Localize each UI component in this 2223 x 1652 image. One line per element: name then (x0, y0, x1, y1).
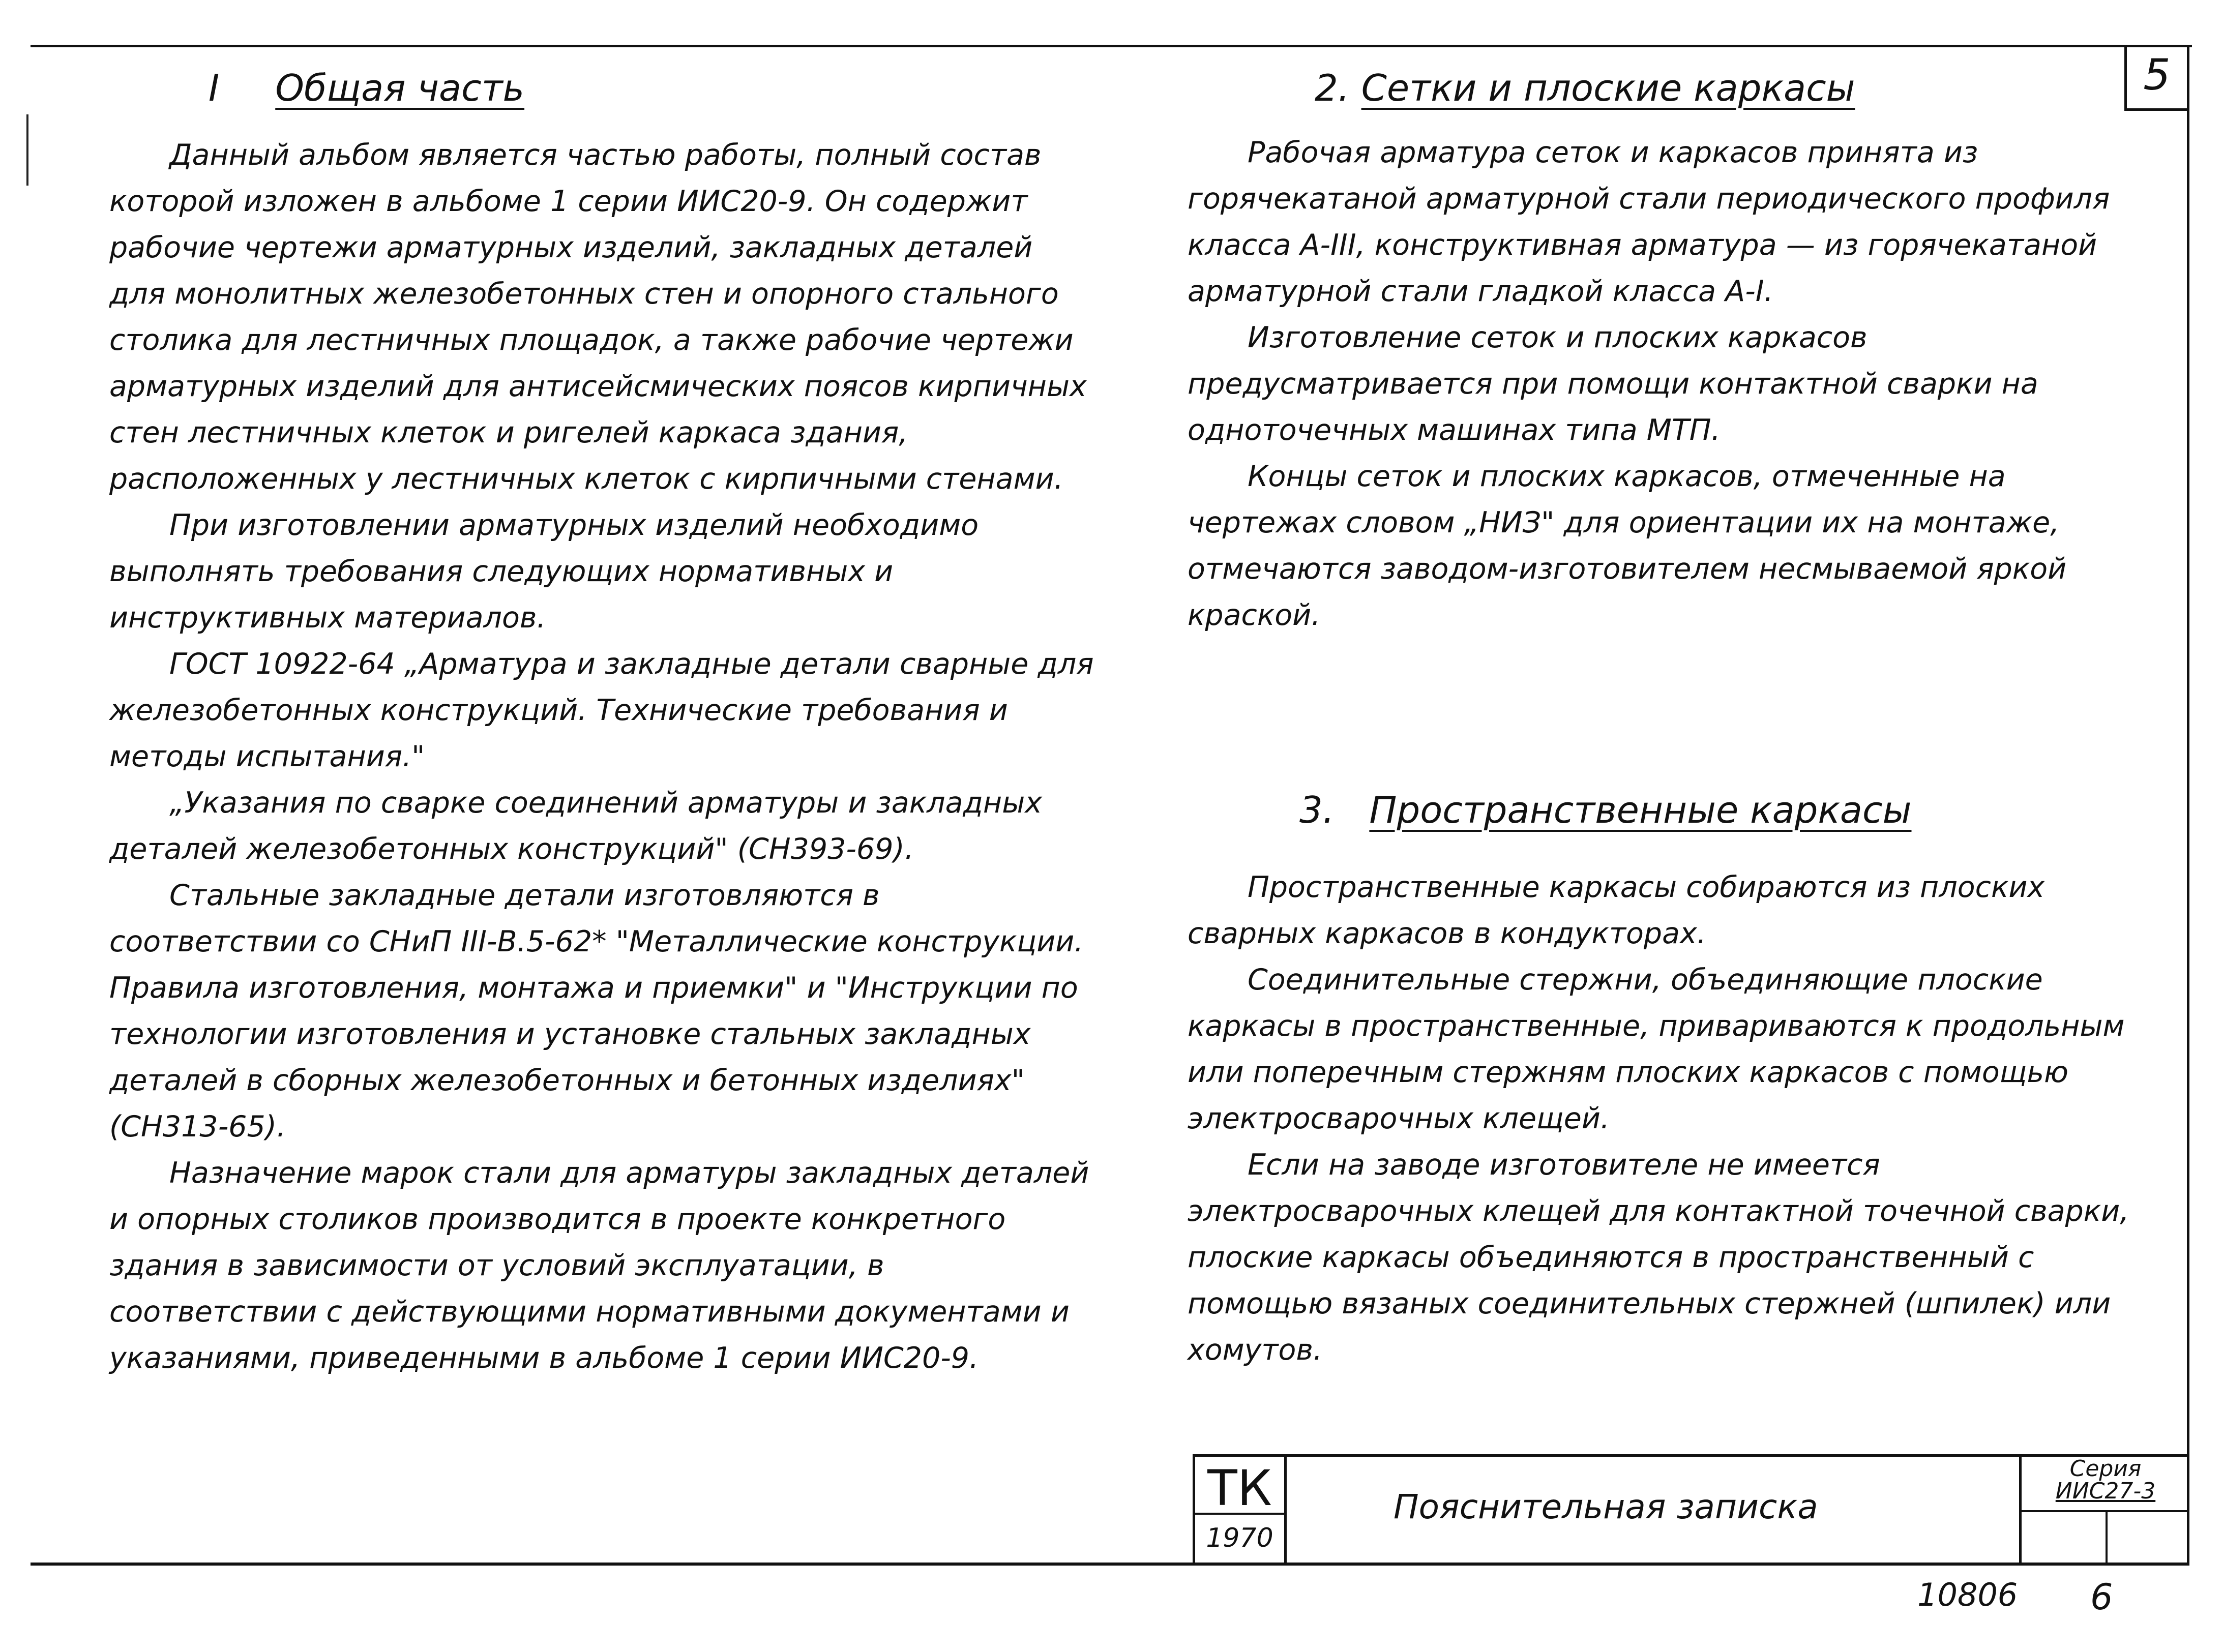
section-1-paragraph: „Указания по сварке соединений арматуры и закладных деталей железобетонных конструкций" (СН393-69). (109, 786, 1042, 866)
section-1-paragraph: Стальные закладные детали изготовляются в соответствии со СНиП III-В.5-62* "Металлические конструкции. Правила изготовления, монтажа и приемки" и "Инструкции по технологии изготовления и установке стальных закладных деталей в сборных железобетонных и бетонных изделиях" (СН313-65). (109, 879, 1084, 1144)
org-cell (1195, 1457, 1287, 1563)
frame-right-line (2187, 45, 2189, 1563)
org-cell-divider (1195, 1513, 1284, 1515)
section-1-paragraph: При изготовлении арматурных изделий необходимо выполнять требования следующих нормативных и инструктивных материалов. (109, 508, 979, 635)
section-2-paragraph: Рабочая арматура сеток и каркасов принята из горячекатаной арматурной стали периодического профиля класса А-III, конструктивная арматура — из горячекатаной арматурной стали гладкой класса А-I. (1188, 136, 2110, 308)
section-1-paragraph: ГОСТ 10922-64 „Арматура и закладные детали сварные для железобетонных конструкций. Технические требования и методы испытания." (109, 647, 1094, 773)
section-2-number: 2. (1315, 67, 1350, 109)
title-block (1193, 1454, 2187, 1563)
page-number: 5 (2143, 50, 2171, 100)
section-1-paragraph: Назначение марок стали для арматуры закладных деталей и опорных столиков производится в проекте конкретного здания в зависимости от условий эксплуатации, в соответствии с действующими нормативными документами и указаниями, приведенными в альбоме 1 серии ИИС20-9. (109, 1156, 1089, 1375)
section-1-body (109, 132, 1096, 1381)
series-code: ИИС27-3 (2055, 1478, 2156, 1504)
section-3-body (1188, 864, 2144, 1373)
section-3-paragraph: Пространственные каркасы собираются из плоских сварных каркасов в кондукторах. (1188, 870, 2045, 950)
section-3-paragraph: Если на заводе изготовителе не имеется электросварочных клещей для контактной точечной сварки, плоские каркасы объединяются в пространственный с помощью вязаных соединительных стержней (шпилек) или хомутов. (1188, 1148, 2129, 1367)
section-1-heading (209, 64, 524, 112)
section-2-title: Сетки и плоские каркасы (1361, 67, 1855, 109)
section-2-paragraph: Концы сеток и плоских каркасов, отмеченные на чертежах словом „НИЗ" для ориентации их на монтаже, отмечаются заводом-изготовителем несмываемой яркой краской. (1188, 460, 2067, 632)
section-3-heading (1299, 786, 1912, 834)
section-3-title: Пространственные каркасы (1369, 789, 1912, 831)
frame-top-line (31, 45, 2192, 47)
margin-mark (26, 114, 28, 186)
section-3-number: 3. (1299, 789, 1335, 831)
section-1-number: I (209, 67, 220, 109)
section-3-paragraph: Соединительные стержни, объединяющие плоские каркасы в пространственные, привариваются к продольным или поперечным стержням плоских каркасов с помощью электросварочных клещей. (1188, 963, 2125, 1135)
year: 1970 (1206, 1523, 1273, 1553)
section-2-heading (1315, 64, 1855, 112)
section-1-paragraph: Данный альбом является частью работы, полный состав которой изложен в альбоме 1 серии ИИС20-9. Он содержит рабочие чертежи арматурных изделий, закладных деталей для монолитных железобетонных стен и опорного стального столика для лестничных площадок, а также рабочие чертежи арматурных изделий для антисейсмических поясов кирпичных стен лестничных клеток и ригелей каркаса здания, расположенных у лестничных клеток с кирпичными стенами. (109, 138, 1087, 496)
page-number-box (2124, 45, 2187, 111)
section-2-body (1188, 130, 2144, 639)
sheet-number: 6 (2090, 1576, 2113, 1618)
section-1-title: Общая часть (275, 67, 525, 109)
org-code: ТК (1207, 1460, 1272, 1517)
series-cell (2019, 1457, 2187, 1563)
series-label: Серия (2069, 1456, 2142, 1482)
section-2-paragraph: Изготовление сеток и плоских каркасов предусматривается при помощи контактной сварки на одноточечных машинах типа МТП. (1188, 321, 2038, 447)
archive-code: 10806 (1917, 1576, 2018, 1613)
frame-bottom-line (31, 1563, 2189, 1566)
document-title: Пояснительная записка (1394, 1487, 1818, 1526)
series-cell-split (2106, 1510, 2108, 1563)
